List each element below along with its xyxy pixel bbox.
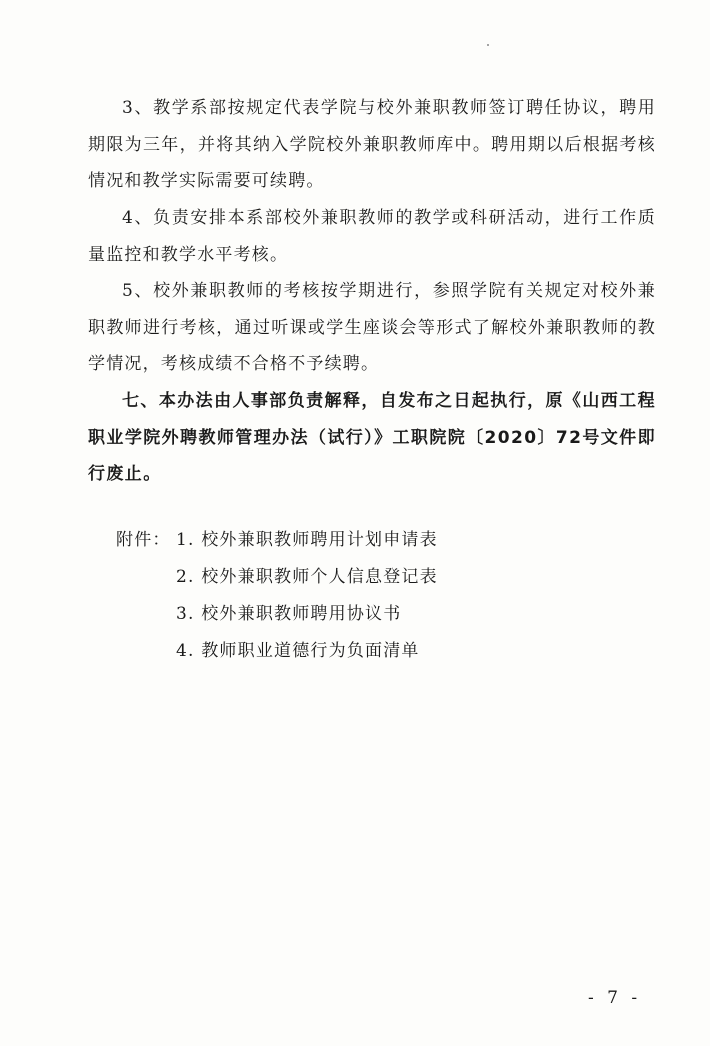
paragraph-item-5: 5、校外兼职教师的考核按学期进行，参照学院有关规定对校外兼职教师进行考核，通过听课或学生座谈会等形式了解校外兼职教师的教学情况，考核成绩不合格不予续聘。 xyxy=(88,281,656,374)
paragraph-item-4: 4、负责安排本系部校外兼职教师的教学或科研活动，进行工作质量监控和教学水平考核。 xyxy=(88,208,656,265)
attachment-item: 2. 校外兼职教师个人信息登记表 xyxy=(176,567,438,587)
attachment-row xyxy=(116,522,438,559)
scan-speck xyxy=(487,44,489,46)
page-number: - 7 - xyxy=(588,988,642,1008)
attachment-row xyxy=(116,596,438,633)
attachment-item: 3. 校外兼职教师聘用协议书 xyxy=(176,604,402,624)
attachment-row xyxy=(116,633,438,670)
attachments-label: 附件： xyxy=(116,530,171,550)
attachment-item: 4. 教师职业道德行为负面清单 xyxy=(176,641,420,661)
attachments-list xyxy=(116,522,438,670)
attachment-item: 1. 校外兼职教师聘用计划申请表 xyxy=(176,530,438,550)
attachment-row xyxy=(116,559,438,596)
paragraph-item-3: 3、教学系部按规定代表学院与校外兼职教师签订聘任协议，聘用期限为三年，并将其纳入学院校外兼职教师库中。聘用期以后根据考核情况和教学实际需要可续聘。 xyxy=(88,98,656,191)
paragraph-section-7: 七、本办法由人事部负责解释，自发布之日起执行，原《山西工程职业学院外聘教师管理办法（试行）》工职院院〔2020〕72号文件即行废止。 xyxy=(88,391,656,484)
